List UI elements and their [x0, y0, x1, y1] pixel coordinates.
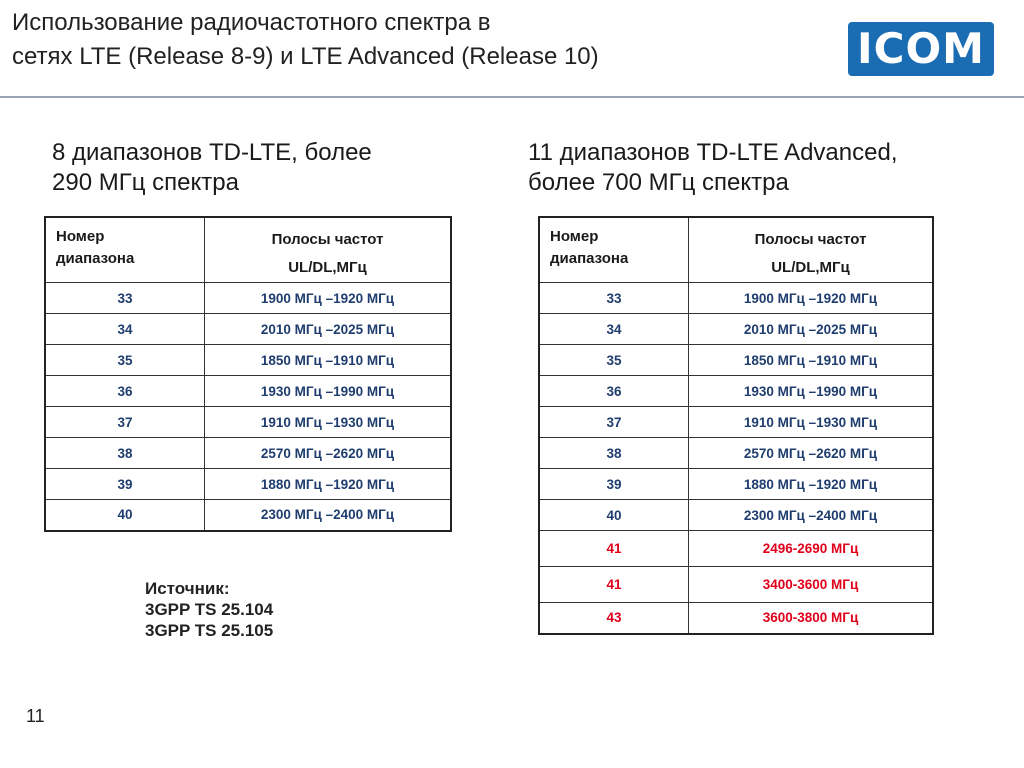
frequency-cell: 1930 МГц –1990 МГц: [205, 376, 452, 407]
band-number-cell: 40: [539, 500, 689, 531]
band-number-cell: 36: [45, 376, 205, 407]
frequency-cell: 1930 МГц –1990 МГц: [689, 376, 934, 407]
column-header-line: Полосы частот: [271, 231, 384, 248]
table-row: [45, 407, 451, 438]
frequency-cell: 1910 МГц –1930 МГц: [205, 407, 452, 438]
table-row: [45, 283, 451, 314]
frequency-cell: 3600-3800 МГц: [689, 603, 934, 634]
band-number-cell: 43: [539, 603, 689, 634]
page-number: 11: [26, 706, 45, 726]
column-header-line: диапазона: [550, 250, 629, 267]
frequency-cell: 2570 МГц –2620 МГц: [205, 438, 452, 469]
band-number-cell: 34: [539, 314, 689, 345]
source-note: [145, 578, 273, 641]
band-number-cell: 34: [45, 314, 205, 345]
band-number-cell: 35: [45, 345, 205, 376]
column-header-band-number: [539, 217, 689, 283]
source-label: Источник:: [145, 579, 230, 598]
slide-title: [12, 6, 599, 74]
frequency-cell: 2300 МГц –2400 МГц: [689, 500, 934, 531]
band-number-cell: 39: [45, 469, 205, 500]
column-header-line: Номер: [550, 228, 599, 245]
table-row-new-band: [539, 531, 933, 567]
td-lte-advanced-bands-table: [538, 216, 934, 635]
table-row: [45, 438, 451, 469]
table-row-new-band: [539, 567, 933, 603]
frequency-cell: 1900 МГц –1920 МГц: [689, 283, 934, 314]
frequency-cell: 2010 МГц –2025 МГц: [205, 314, 452, 345]
frequency-cell: 1880 МГц –1920 МГц: [689, 469, 934, 500]
frequency-cell: 1850 МГц –1910 МГц: [689, 345, 934, 376]
left-heading-line-2: 290 МГц спектра: [52, 169, 239, 196]
band-number-cell: 40: [45, 500, 205, 531]
column-header-line: UL/DL,МГц: [771, 259, 850, 276]
band-number-cell: 38: [45, 438, 205, 469]
left-heading: [52, 138, 372, 198]
column-header-line: Номер: [56, 228, 105, 245]
table-row: [539, 345, 933, 376]
column-header-line: диапазона: [56, 250, 135, 267]
column-header-frequency: [205, 217, 452, 283]
table-row: [45, 345, 451, 376]
column-header-line: UL/DL,МГц: [288, 259, 367, 276]
band-number-cell: 33: [45, 283, 205, 314]
frequency-cell: 2300 МГц –2400 МГц: [205, 500, 452, 531]
frequency-cell: 3400-3600 МГц: [689, 567, 934, 603]
left-heading-line-1: 8 диапазонов TD-LTE, более: [52, 139, 372, 166]
column-header-line: Полосы частот: [754, 231, 867, 248]
frequency-cell: 2010 МГц –2025 МГц: [689, 314, 934, 345]
header-divider: [0, 96, 1024, 98]
table-row: [45, 500, 451, 531]
frequency-cell: 1880 МГц –1920 МГц: [205, 469, 452, 500]
frequency-cell: 2570 МГц –2620 МГц: [689, 438, 934, 469]
source-reference: 3GPP TS 25.105: [145, 621, 274, 640]
table-row: [539, 314, 933, 345]
table-row: [45, 314, 451, 345]
table-row: [539, 376, 933, 407]
column-header-frequency: [689, 217, 934, 283]
right-heading: [528, 138, 898, 198]
right-heading-line-2: более 700 МГц спектра: [528, 169, 789, 196]
icom-logo-text: ICOM: [857, 24, 985, 73]
table-row: [45, 376, 451, 407]
right-heading-line-1: 11 диапазонов TD-LTE Advanced,: [528, 139, 898, 166]
column-header-band-number: [45, 217, 205, 283]
td-lte-bands-table: [44, 216, 452, 532]
band-number-cell: 41: [539, 531, 689, 567]
band-number-cell: 36: [539, 376, 689, 407]
table-header-row: [45, 217, 451, 283]
frequency-cell: 2496-2690 МГц: [689, 531, 934, 567]
frequency-cell: 1850 МГц –1910 МГц: [205, 345, 452, 376]
band-number-cell: 41: [539, 567, 689, 603]
band-number-cell: 37: [539, 407, 689, 438]
band-number-cell: 38: [539, 438, 689, 469]
slide-title-line-2: сетях LTE (Release 8-9) и LTE Advanced (Release 10): [12, 43, 599, 70]
table-row: [539, 407, 933, 438]
table-row: [539, 500, 933, 531]
band-number-cell: 35: [539, 345, 689, 376]
table-row: [539, 438, 933, 469]
table-row-new-band: [539, 603, 933, 634]
table-row: [45, 469, 451, 500]
source-reference: 3GPP TS 25.104: [145, 600, 274, 619]
table-row: [539, 283, 933, 314]
slide-title-line-1: Использование радиочастотного спектра в: [12, 9, 491, 36]
table-row: [539, 469, 933, 500]
band-number-cell: 33: [539, 283, 689, 314]
table-header-row: [539, 217, 933, 283]
icom-logo: [848, 22, 994, 76]
frequency-cell: 1910 МГц –1930 МГц: [689, 407, 934, 438]
band-number-cell: 39: [539, 469, 689, 500]
band-number-cell: 37: [45, 407, 205, 438]
frequency-cell: 1900 МГц –1920 МГц: [205, 283, 452, 314]
